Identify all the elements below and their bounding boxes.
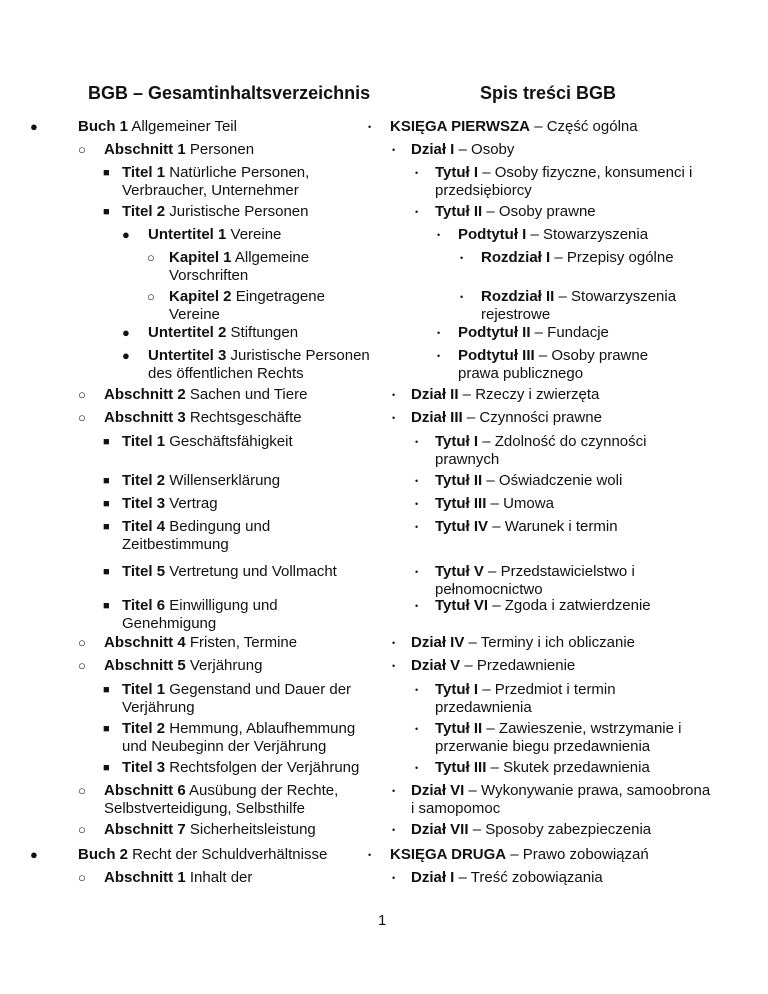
entry-label: Titel 3 xyxy=(122,495,166,512)
bullet-icon: • xyxy=(368,850,372,860)
entry-title: – Zdolność do czynności prawnych xyxy=(435,433,647,468)
toc-entry-polish xyxy=(458,324,688,342)
title-polish: Spis treści BGB xyxy=(480,83,617,103)
toc-entry-polish xyxy=(481,288,705,324)
entry-title: – Rzeczy i zwierzęta xyxy=(458,386,600,403)
bullet-icon: • xyxy=(415,601,419,611)
entry-label: Buch 2 xyxy=(78,846,129,863)
toc-entry-polish xyxy=(435,518,707,536)
entry-label: Tytuł I xyxy=(435,164,479,181)
entry-title: – Czynności prawne xyxy=(462,409,602,426)
entry-title: Rechtsgeschäfte xyxy=(185,409,302,426)
bullet-icon: ● xyxy=(30,847,38,862)
toc-entry-polish xyxy=(435,597,707,615)
toc-entry-polish xyxy=(411,782,711,818)
entry-label: Titel 2 xyxy=(122,720,166,737)
bullet-icon: ○ xyxy=(78,142,86,157)
bullet-icon: • xyxy=(415,437,419,447)
toc-entry-polish xyxy=(411,386,711,404)
toc-entry-polish xyxy=(435,433,707,469)
entry-title: Vertretung und Vollmacht xyxy=(165,563,337,580)
entry-label: Titel 6 xyxy=(122,597,166,614)
bullet-icon: ■ xyxy=(103,600,110,612)
entry-label: Tytuł III xyxy=(435,495,487,512)
bullet-icon: ■ xyxy=(103,723,110,735)
toc-entry-polish xyxy=(390,846,690,864)
bullet-icon: • xyxy=(437,351,441,361)
bullet-icon: ■ xyxy=(103,498,110,510)
bullet-icon: ● xyxy=(122,325,130,340)
toc-entry-german xyxy=(169,288,359,324)
toc-entry-polish xyxy=(435,472,707,490)
toc-entry-german xyxy=(122,433,362,451)
entry-label: Tytuł IV xyxy=(435,518,489,535)
bullet-icon: ■ xyxy=(103,475,110,487)
entry-title: – Osoby prawne prawa publicznego xyxy=(458,347,649,382)
entry-title: – Stowarzyszenia rejestrowe xyxy=(481,288,677,323)
bullet-icon: ○ xyxy=(78,635,86,650)
toc-entry-polish xyxy=(411,657,711,675)
toc-entry-polish xyxy=(435,164,707,200)
toc-entry-polish xyxy=(435,681,707,717)
toc-entry-german xyxy=(78,118,348,136)
entry-label: Rozdział II xyxy=(481,288,555,305)
entry-label: Abschnitt 2 xyxy=(104,386,186,403)
bullet-icon: • xyxy=(415,476,419,486)
toc-entry-polish xyxy=(435,495,707,513)
entry-label: Tytuł II xyxy=(435,203,483,220)
bullet-icon: • xyxy=(415,685,419,695)
toc-entry-polish xyxy=(458,226,688,244)
bullet-icon: ○ xyxy=(78,822,86,837)
toc-entry-german xyxy=(78,846,348,864)
entry-title: Juristische Personen xyxy=(165,203,309,220)
entry-label: Titel 4 xyxy=(122,518,166,535)
bullet-icon: • xyxy=(415,522,419,532)
entry-label: Untertitel 2 xyxy=(148,324,227,341)
bullet-icon: • xyxy=(460,292,464,302)
entry-title: Allgemeiner Teil xyxy=(128,118,237,135)
entry-label: Titel 3 xyxy=(122,759,166,776)
entry-label: Tytuł II xyxy=(435,472,483,489)
entry-title: Sicherheitsleistung xyxy=(185,821,316,838)
bullet-icon: • xyxy=(392,786,396,796)
bullet-icon: ■ xyxy=(103,436,110,448)
entry-title: – Terminy i ich obliczanie xyxy=(464,634,635,651)
bullet-icon: ■ xyxy=(103,167,110,179)
entry-title: – Warunek i termin xyxy=(488,518,618,535)
toc-entry-german xyxy=(148,226,380,244)
entry-title: – Fundacje xyxy=(530,324,609,341)
toc-entry-german xyxy=(104,409,374,427)
bullet-icon: ○ xyxy=(147,289,155,304)
bullet-icon: • xyxy=(415,567,419,577)
entry-title: – Osoby prawne xyxy=(482,203,596,220)
bullet-icon: • xyxy=(415,207,419,217)
toc-entry-german xyxy=(122,164,362,200)
toc-entry-german xyxy=(122,563,362,581)
toc-entry-german xyxy=(122,518,362,554)
entry-label: Untertitel 1 xyxy=(148,226,227,243)
entry-label: Tytuł V xyxy=(435,563,484,580)
entry-title: – Część ogólna xyxy=(530,118,638,135)
entry-title: Hemmung, Ablaufhemmung und Neubeginn der Verjährung xyxy=(122,720,356,755)
bullet-icon: ■ xyxy=(103,762,110,774)
entry-label: Tytuł III xyxy=(435,759,487,776)
entry-title: Verjährung xyxy=(185,657,263,674)
bullet-icon: ● xyxy=(122,348,130,363)
entry-label: Dział IV xyxy=(411,634,465,651)
bullet-icon: • xyxy=(415,724,419,734)
toc-entry-german xyxy=(169,249,359,285)
entry-label: Dział VI xyxy=(411,782,465,799)
bullet-icon: • xyxy=(460,253,464,263)
entry-title: Recht der Schuldverhältnisse xyxy=(128,846,328,863)
toc-entry-german xyxy=(104,634,374,652)
toc-entry-polish xyxy=(411,869,711,887)
entry-label: Titel 5 xyxy=(122,563,166,580)
toc-entry-german xyxy=(122,472,362,490)
entry-title: Personen xyxy=(185,141,255,158)
toc-entry-german xyxy=(104,782,374,818)
entry-label: Abschnitt 6 xyxy=(104,782,186,799)
entry-title: Ausübung der Rechte, Selbstverteidigung, Selbsthilfe xyxy=(104,782,339,817)
toc-entry-german xyxy=(122,203,362,221)
bullet-icon: ○ xyxy=(78,870,86,885)
entry-label: Dział I xyxy=(411,141,455,158)
entry-label: Dział II xyxy=(411,386,459,403)
entry-title: Sachen und Tiere xyxy=(185,386,308,403)
entry-label: Podtytuł II xyxy=(458,324,531,341)
entry-label: Abschnitt 1 xyxy=(104,869,186,886)
entry-title: Allgemeine Vorschriften xyxy=(169,249,310,284)
entry-title: – Prawo zobowiązań xyxy=(506,846,649,863)
entry-title: Vereine xyxy=(226,226,282,243)
entry-label: Tytuł II xyxy=(435,720,483,737)
entry-label: Tytuł I xyxy=(435,433,479,450)
bullet-icon: • xyxy=(392,638,396,648)
entry-title: – Treść zobowiązania xyxy=(454,869,603,886)
bullet-icon: ○ xyxy=(78,658,86,673)
toc-entry-german xyxy=(104,657,374,675)
toc-entry-german xyxy=(122,495,362,513)
entry-label: Podtytuł I xyxy=(458,226,527,243)
entry-label: Abschnitt 1 xyxy=(104,141,186,158)
toc-entry-polish xyxy=(390,118,690,136)
entry-label: Dział I xyxy=(411,869,455,886)
toc-entry-german xyxy=(122,720,362,756)
entry-label: KSIĘGA DRUGA xyxy=(390,846,507,863)
entry-label: Dział III xyxy=(411,409,463,426)
toc-entry-german xyxy=(122,681,362,717)
entry-title: – Przepisy ogólne xyxy=(550,249,674,266)
entry-title: – Oświadczenie woli xyxy=(482,472,623,489)
entry-label: KSIĘGA PIERWSZA xyxy=(390,118,531,135)
toc-entry-german xyxy=(148,324,380,342)
entry-title: Fristen, Termine xyxy=(185,634,298,651)
toc-entry-polish xyxy=(411,821,711,839)
entry-label: Titel 2 xyxy=(122,203,166,220)
entry-title: Natürliche Personen, Verbraucher, Unternehmer xyxy=(122,164,310,199)
toc-entry-german xyxy=(148,347,380,383)
entry-title: Eingetragene Vereine xyxy=(169,288,325,323)
entry-label: Abschnitt 5 xyxy=(104,657,186,674)
entry-title: Inhalt der xyxy=(185,869,253,886)
toc-entry-german xyxy=(104,821,374,839)
page-number: 1 xyxy=(378,912,387,929)
entry-title: Gegenstand und Dauer der Verjährung xyxy=(122,681,352,716)
entry-label: Titel 1 xyxy=(122,681,166,698)
entry-title: – Przedstawicielstwo i pełnomocnictwo xyxy=(435,563,635,598)
entry-title: – Stowarzyszenia xyxy=(526,226,649,243)
entry-title: – Osoby fizyczne, konsumenci i przedsiębiorcy xyxy=(435,164,693,199)
entry-title: Geschäftsfähigkeit xyxy=(165,433,293,450)
entry-label: Abschnitt 3 xyxy=(104,409,186,426)
entry-title: – Wykonywanie prawa, samoobrona i samopomoc xyxy=(411,782,711,817)
bullet-icon: ○ xyxy=(78,410,86,425)
bullet-icon: • xyxy=(437,328,441,338)
toc-entry-german xyxy=(122,759,362,777)
entry-label: Abschnitt 7 xyxy=(104,821,186,838)
bullet-icon: • xyxy=(368,122,372,132)
entry-label: Tytuł VI xyxy=(435,597,489,614)
bullet-icon: ■ xyxy=(103,206,110,218)
entry-title: – Przedawnienie xyxy=(460,657,576,674)
toc-entry-german xyxy=(104,386,374,404)
bullet-icon: • xyxy=(392,390,396,400)
entry-title: Bedingung und Zeitbestimmung xyxy=(122,518,271,553)
entry-title: Rechtsfolgen der Verjährung xyxy=(165,759,360,776)
entry-title: Vertrag xyxy=(165,495,218,512)
entry-title: Willenserklärung xyxy=(165,472,281,489)
bullet-icon: ○ xyxy=(78,783,86,798)
bullet-icon: • xyxy=(415,763,419,773)
bullet-icon: • xyxy=(392,413,396,423)
entry-title: Einwilligung und Genehmigung xyxy=(122,597,278,632)
entry-label: Abschnitt 4 xyxy=(104,634,186,651)
bullet-icon: • xyxy=(392,145,396,155)
bullet-icon: ● xyxy=(122,227,130,242)
toc-entry-polish xyxy=(435,759,707,777)
title-german: BGB – Gesamtinhaltsverzeichnis xyxy=(88,83,371,103)
toc-entry-polish xyxy=(481,249,705,267)
bullet-icon: ■ xyxy=(103,566,110,578)
toc-entry-polish xyxy=(458,347,688,383)
bullet-icon: ● xyxy=(30,119,38,134)
toc-entry-german xyxy=(104,869,374,887)
entry-label: Tytuł I xyxy=(435,681,479,698)
entry-title: Juristische Personen des öffentlichen Rechts xyxy=(148,347,370,382)
toc-entry-polish xyxy=(435,720,707,756)
entry-title: – Sposoby zabezpieczenia xyxy=(468,821,652,838)
bullet-icon: ○ xyxy=(78,387,86,402)
entry-label: Dział VII xyxy=(411,821,469,838)
bullet-icon: • xyxy=(437,230,441,240)
toc-entry-german xyxy=(122,597,362,633)
toc-entry-polish xyxy=(411,409,711,427)
entry-label: Podtytuł III xyxy=(458,347,535,364)
entry-label: Kapitel 2 xyxy=(169,288,232,305)
entry-title: – Zawieszenie, wstrzymanie i przerwanie biegu przedawnienia xyxy=(435,720,682,755)
entry-label: Kapitel 1 xyxy=(169,249,232,266)
bullet-icon: ○ xyxy=(147,250,155,265)
toc-entry-polish xyxy=(435,203,707,221)
entry-label: Rozdział I xyxy=(481,249,551,266)
bullet-icon: • xyxy=(415,168,419,178)
entry-title: – Zgoda i zatwierdzenie xyxy=(488,597,651,614)
bullet-icon: ■ xyxy=(103,521,110,533)
toc-entry-polish xyxy=(411,141,711,159)
toc-entry-german xyxy=(104,141,374,159)
bullet-icon: • xyxy=(392,661,396,671)
entry-label: Untertitel 3 xyxy=(148,347,227,364)
entry-title: – Osoby xyxy=(454,141,515,158)
entry-label: Dział V xyxy=(411,657,461,674)
toc-entry-polish xyxy=(411,634,711,652)
entry-label: Titel 1 xyxy=(122,164,166,181)
entry-title: – Skutek przedawnienia xyxy=(486,759,650,776)
bullet-icon: ■ xyxy=(103,684,110,696)
bullet-icon: • xyxy=(392,873,396,883)
bullet-icon: • xyxy=(392,825,396,835)
entry-label: Buch 1 xyxy=(78,118,129,135)
entry-title: Stiftungen xyxy=(226,324,299,341)
bullet-icon: • xyxy=(415,499,419,509)
toc-entry-polish xyxy=(435,563,707,599)
entry-label: Titel 1 xyxy=(122,433,166,450)
entry-label: Titel 2 xyxy=(122,472,166,489)
entry-title: – Przedmiot i termin przedawnienia xyxy=(435,681,616,716)
entry-title: – Umowa xyxy=(486,495,554,512)
